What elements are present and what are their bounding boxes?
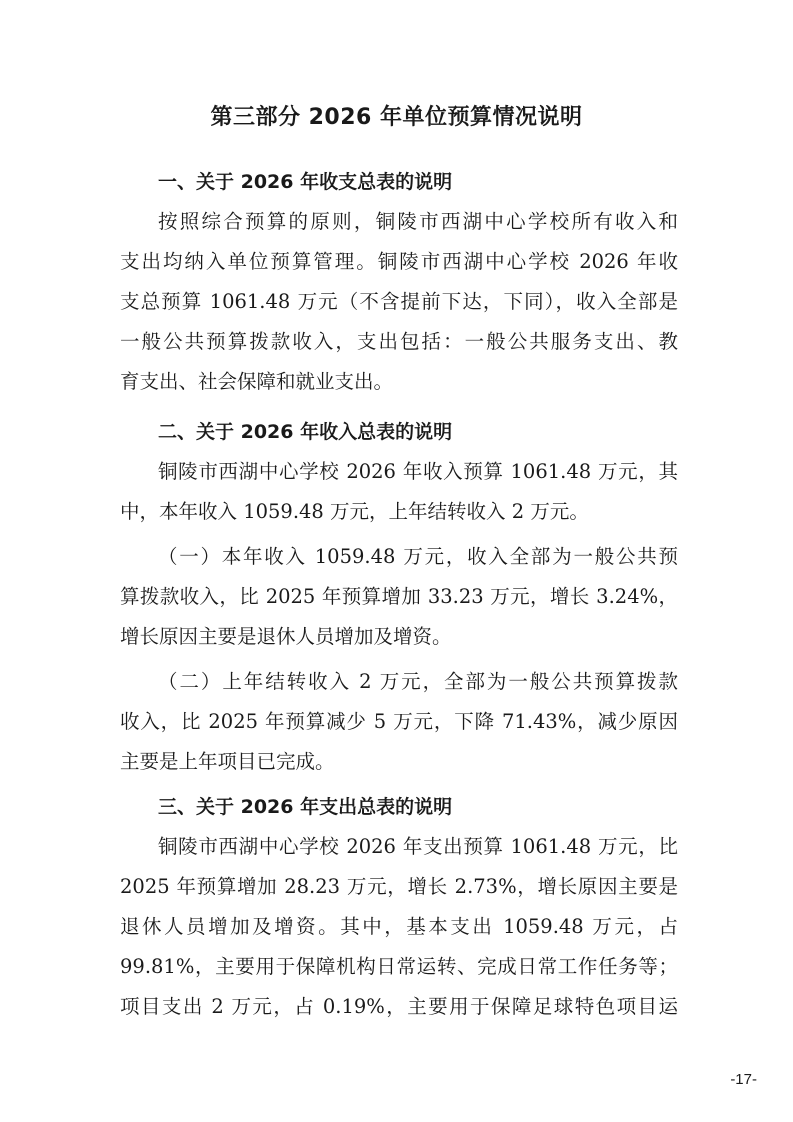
page-title: 第三部分 2026 年单位预算情况说明 <box>210 105 583 130</box>
section-heading-income-summary: 二、关于 2026 年收入总表的说明 <box>158 421 453 443</box>
paragraph-line: 收入，比 2025 年预算减少 5 万元，下降 71.43%，减少原因 <box>120 710 678 733</box>
paragraph-line: 一般公共预算拨款收入，支出包括：一般公共服务支出、教 <box>120 330 678 353</box>
paragraph-line: 项目支出 2 万元，占 0.19%，主要用于保障足球特色项目运 <box>120 995 678 1018</box>
paragraph-line: 按照综合预算的原则，铜陵市西湖中心学校所有收入和 <box>158 210 678 233</box>
paragraph-line: 退休人员增加及增资。其中，基本支出 1059.48 万元，占 <box>120 915 678 938</box>
paragraph-line: 99.81%，主要用于保障机构日常运转、完成日常工作任务等； <box>120 955 678 978</box>
paragraph-line: 育支出、社会保障和就业支出。 <box>120 370 394 393</box>
section-heading-expense-summary: 三、关于 2026 年支出总表的说明 <box>158 796 453 818</box>
page-number: -17- <box>730 1071 757 1088</box>
paragraph-line: 中，本年收入 1059.48 万元，上年结转收入 2 万元。 <box>120 500 589 523</box>
paragraph-line: 支总预算 1061.48 万元（不含提前下达，下同），收入全部是 <box>120 290 678 313</box>
paragraph-line: 主要是上年项目已完成。 <box>120 750 335 773</box>
paragraph-line: 支出均纳入单位预算管理。铜陵市西湖中心学校 2026 年收 <box>120 250 678 273</box>
paragraph-line: 算拨款收入，比 2025 年预算增加 33.23 万元，增长 3.24%， <box>120 585 678 608</box>
paragraph-line: 2025 年预算增加 28.23 万元，增长 2.73%，增长原因主要是 <box>120 875 678 898</box>
paragraph-line: 增长原因主要是退休人员增加及增资。 <box>120 625 452 648</box>
section-heading-income-expense-summary: 一、关于 2026 年收支总表的说明 <box>158 171 453 193</box>
paragraph-line: （二）上年结转收入 2 万元，全部为一般公共预算拨款 <box>158 670 678 693</box>
paragraph-line: 铜陵市西湖中心学校 2026 年收入预算 1061.48 万元，其 <box>158 460 678 483</box>
paragraph-line: （一）本年收入 1059.48 万元，收入全部为一般公共预 <box>158 545 678 568</box>
paragraph-line: 铜陵市西湖中心学校 2026 年支出预算 1061.48 万元，比 <box>158 835 678 858</box>
